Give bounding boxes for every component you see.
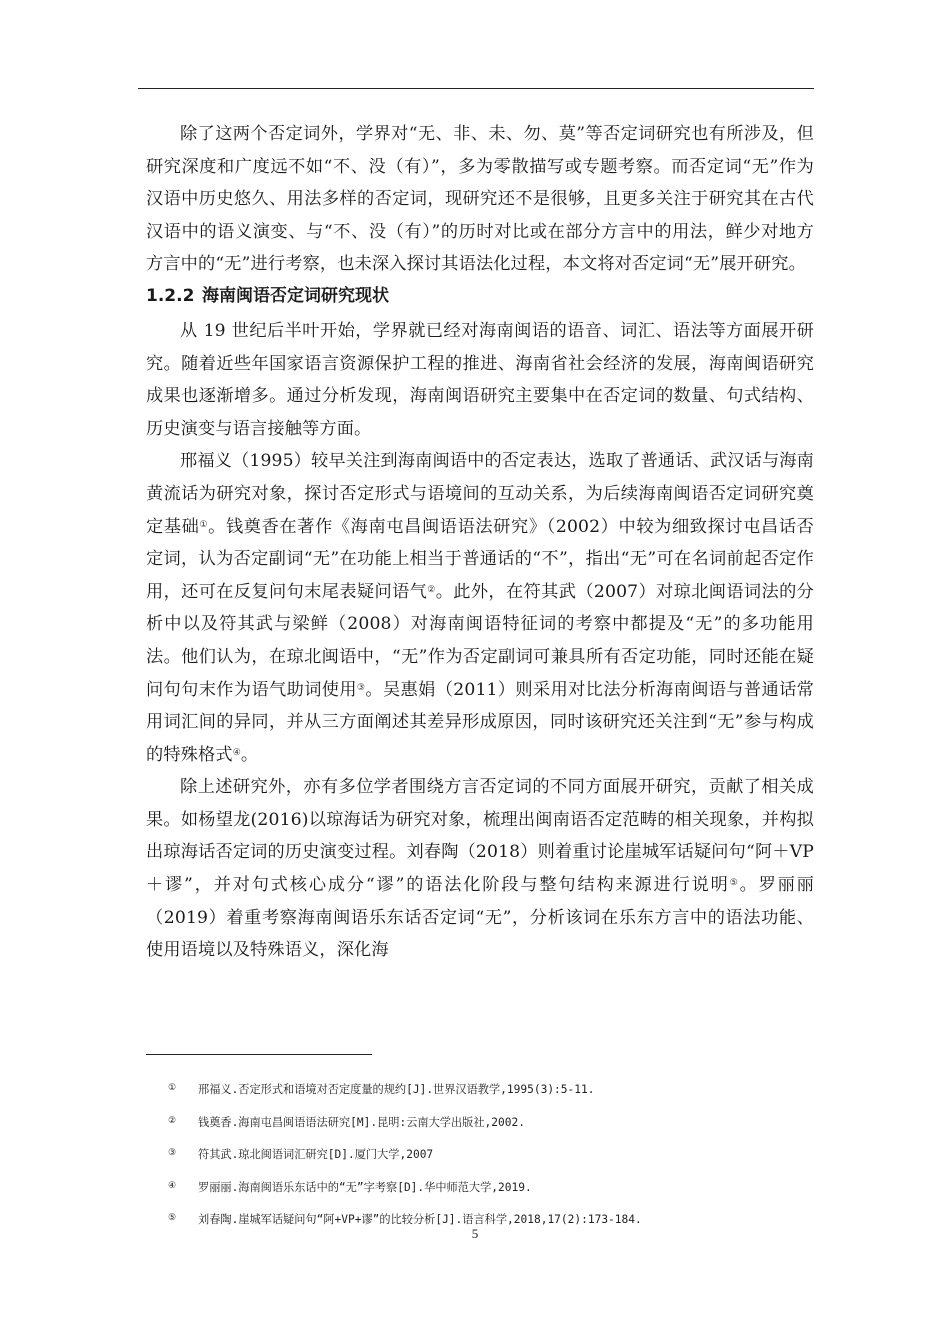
paragraph: 除了这两个否定词外，学界对“无、非、未、勿、莫”等否定词研究也有所涉及，但研究深度和广度远不如“不、没（有）”，多为零散描写或专题考察。而否定词“无”作为汉语中历史悠久、用法多样的否定词，现研究还不是很够，且更多关注于研究其在古代汉语中的语义演变、与“不、没（有）”的历时对比或在部分方言中的用法，鲜少对地方方言中的“无”进行考察，也未深入探讨其语法化过程，本文将对否定词“无”展开研究。 (146, 124, 814, 275)
footnote-separator (146, 1054, 372, 1055)
footnote-ref[interactable]: ⑤ (729, 878, 740, 889)
section-heading (146, 281, 814, 315)
header-rule (138, 88, 814, 89)
text-run: 。吴惠娟（2011）则采用对比法分析海南闽语与普通话常用词汇间的异同，并从三方面阐述其差异形成原因，同时该研究还关注到“无”参与构成的特殊格式 (146, 679, 814, 765)
footnote-mark: ③ (168, 1148, 177, 1158)
text-run: 。 (240, 744, 259, 765)
body-text (146, 118, 814, 967)
section-number: 1.2.2 (146, 285, 195, 306)
footnote-text: 罗丽丽.海南闽语乐东话中的“无”字考察[D].华中师范大学,2019. (198, 1180, 532, 1194)
footnote-mark: ④ (168, 1180, 177, 1191)
text-run: 。罗丽丽（2019）着重考察海南闽语乐东话否定词“无”，分析该词在乐东方言中的语法功能、使用语境以及特殊语义，深化海 (146, 875, 814, 961)
footnote-ref[interactable]: ④ (232, 747, 241, 758)
footnote-item (168, 1137, 808, 1170)
footnote-text: 钱奠香.海南屯昌闽语语法研究[M].昆明:云南大学出版社,2002. (198, 1115, 525, 1129)
footnote-item (168, 1170, 808, 1203)
paragraph (146, 445, 814, 771)
text-run: 邢福义（1995）较早关注到海南闽语中的否定表达，选取了普通话、武汉话与海南黄流话为研究对象，探讨否定形式与语境间的互动关系，为后续海南闽语否定词研究奠定基础 (146, 451, 814, 537)
footnote-mark: ⑤ (168, 1213, 177, 1223)
footnote-mark: ① (168, 1083, 177, 1093)
paragraph: 从 19 世纪后半叶开始，学界就已经对海南闽语的语音、词汇、语法等方面展开研究。随着近些年国家语言资源保护工程的推进、海南省社会经济的发展，海南闽语研究成果也逐渐增多。通过分析发现，海南闽语研究主要集中在否定词的数量、句式结构、历史演变与语言接触等方面。 (146, 320, 814, 439)
text-run: 除上述研究外，亦有多位学者围绕方言否定词的不同方面展开研究，贡献了相关成果。如杨望龙(2016)以琼海话为研究对象，梳理出闽南语否定范畴的相关现象，并构拟出琼海话否定词的历史演变过程。刘春陶（2018）则着重讨论崖城军话疑问句“阿＋VP＋谬”，并对句式核心成分“谬”的语法化阶段与整句结构来源进行说明 (146, 777, 814, 896)
footnote-mark: ② (168, 1115, 177, 1126)
paragraph (146, 771, 814, 967)
footnote-ref[interactable]: ① (199, 519, 209, 530)
footnote-item (168, 1072, 808, 1105)
section-title: 海南闽语否定词研究现状 (202, 285, 389, 306)
footnote-ref[interactable]: ③ (356, 682, 366, 693)
footnote-text: 刘春陶.崖城军话疑问句“阿+VP+谬”的比较分析[J].语言科学,2018,17(2):173-184. (198, 1213, 642, 1226)
footnote-text: 符其武.琼北闽语词汇研究[D].厦门大学,2007 (198, 1148, 434, 1161)
footnote-ref[interactable]: ② (427, 584, 436, 595)
footnote-text: 邢福义.否定形式和语境对否定度量的规约[J].世界汉语教学,1995(3):5-11. (198, 1083, 595, 1096)
text-run: 。钱奠香在著作《海南屯昌闽语语法研究》（2002）中较为细致探讨屯昌话否定词，认为否定副词“无”在功能上相当于普通话的“不”，指出“无”可在名词前起否定作用，还可在反复问句末尾表疑问语气 (146, 516, 815, 602)
footnotes (168, 1072, 808, 1235)
footnote-item (168, 1105, 808, 1138)
page-number: 5 (471, 1226, 479, 1241)
text-run: 。此外，在符其武（2007）对琼北闽语词法的分析中以及符其武与梁鲜（2008）对海南闽语特征词的考察中都提及“无”的多功能用法。他们认为，在琼北闽语中，“无”作为否定副词可兼具所有否定功能，同时还能在疑问句句末作为语气助词使用 (146, 581, 815, 700)
